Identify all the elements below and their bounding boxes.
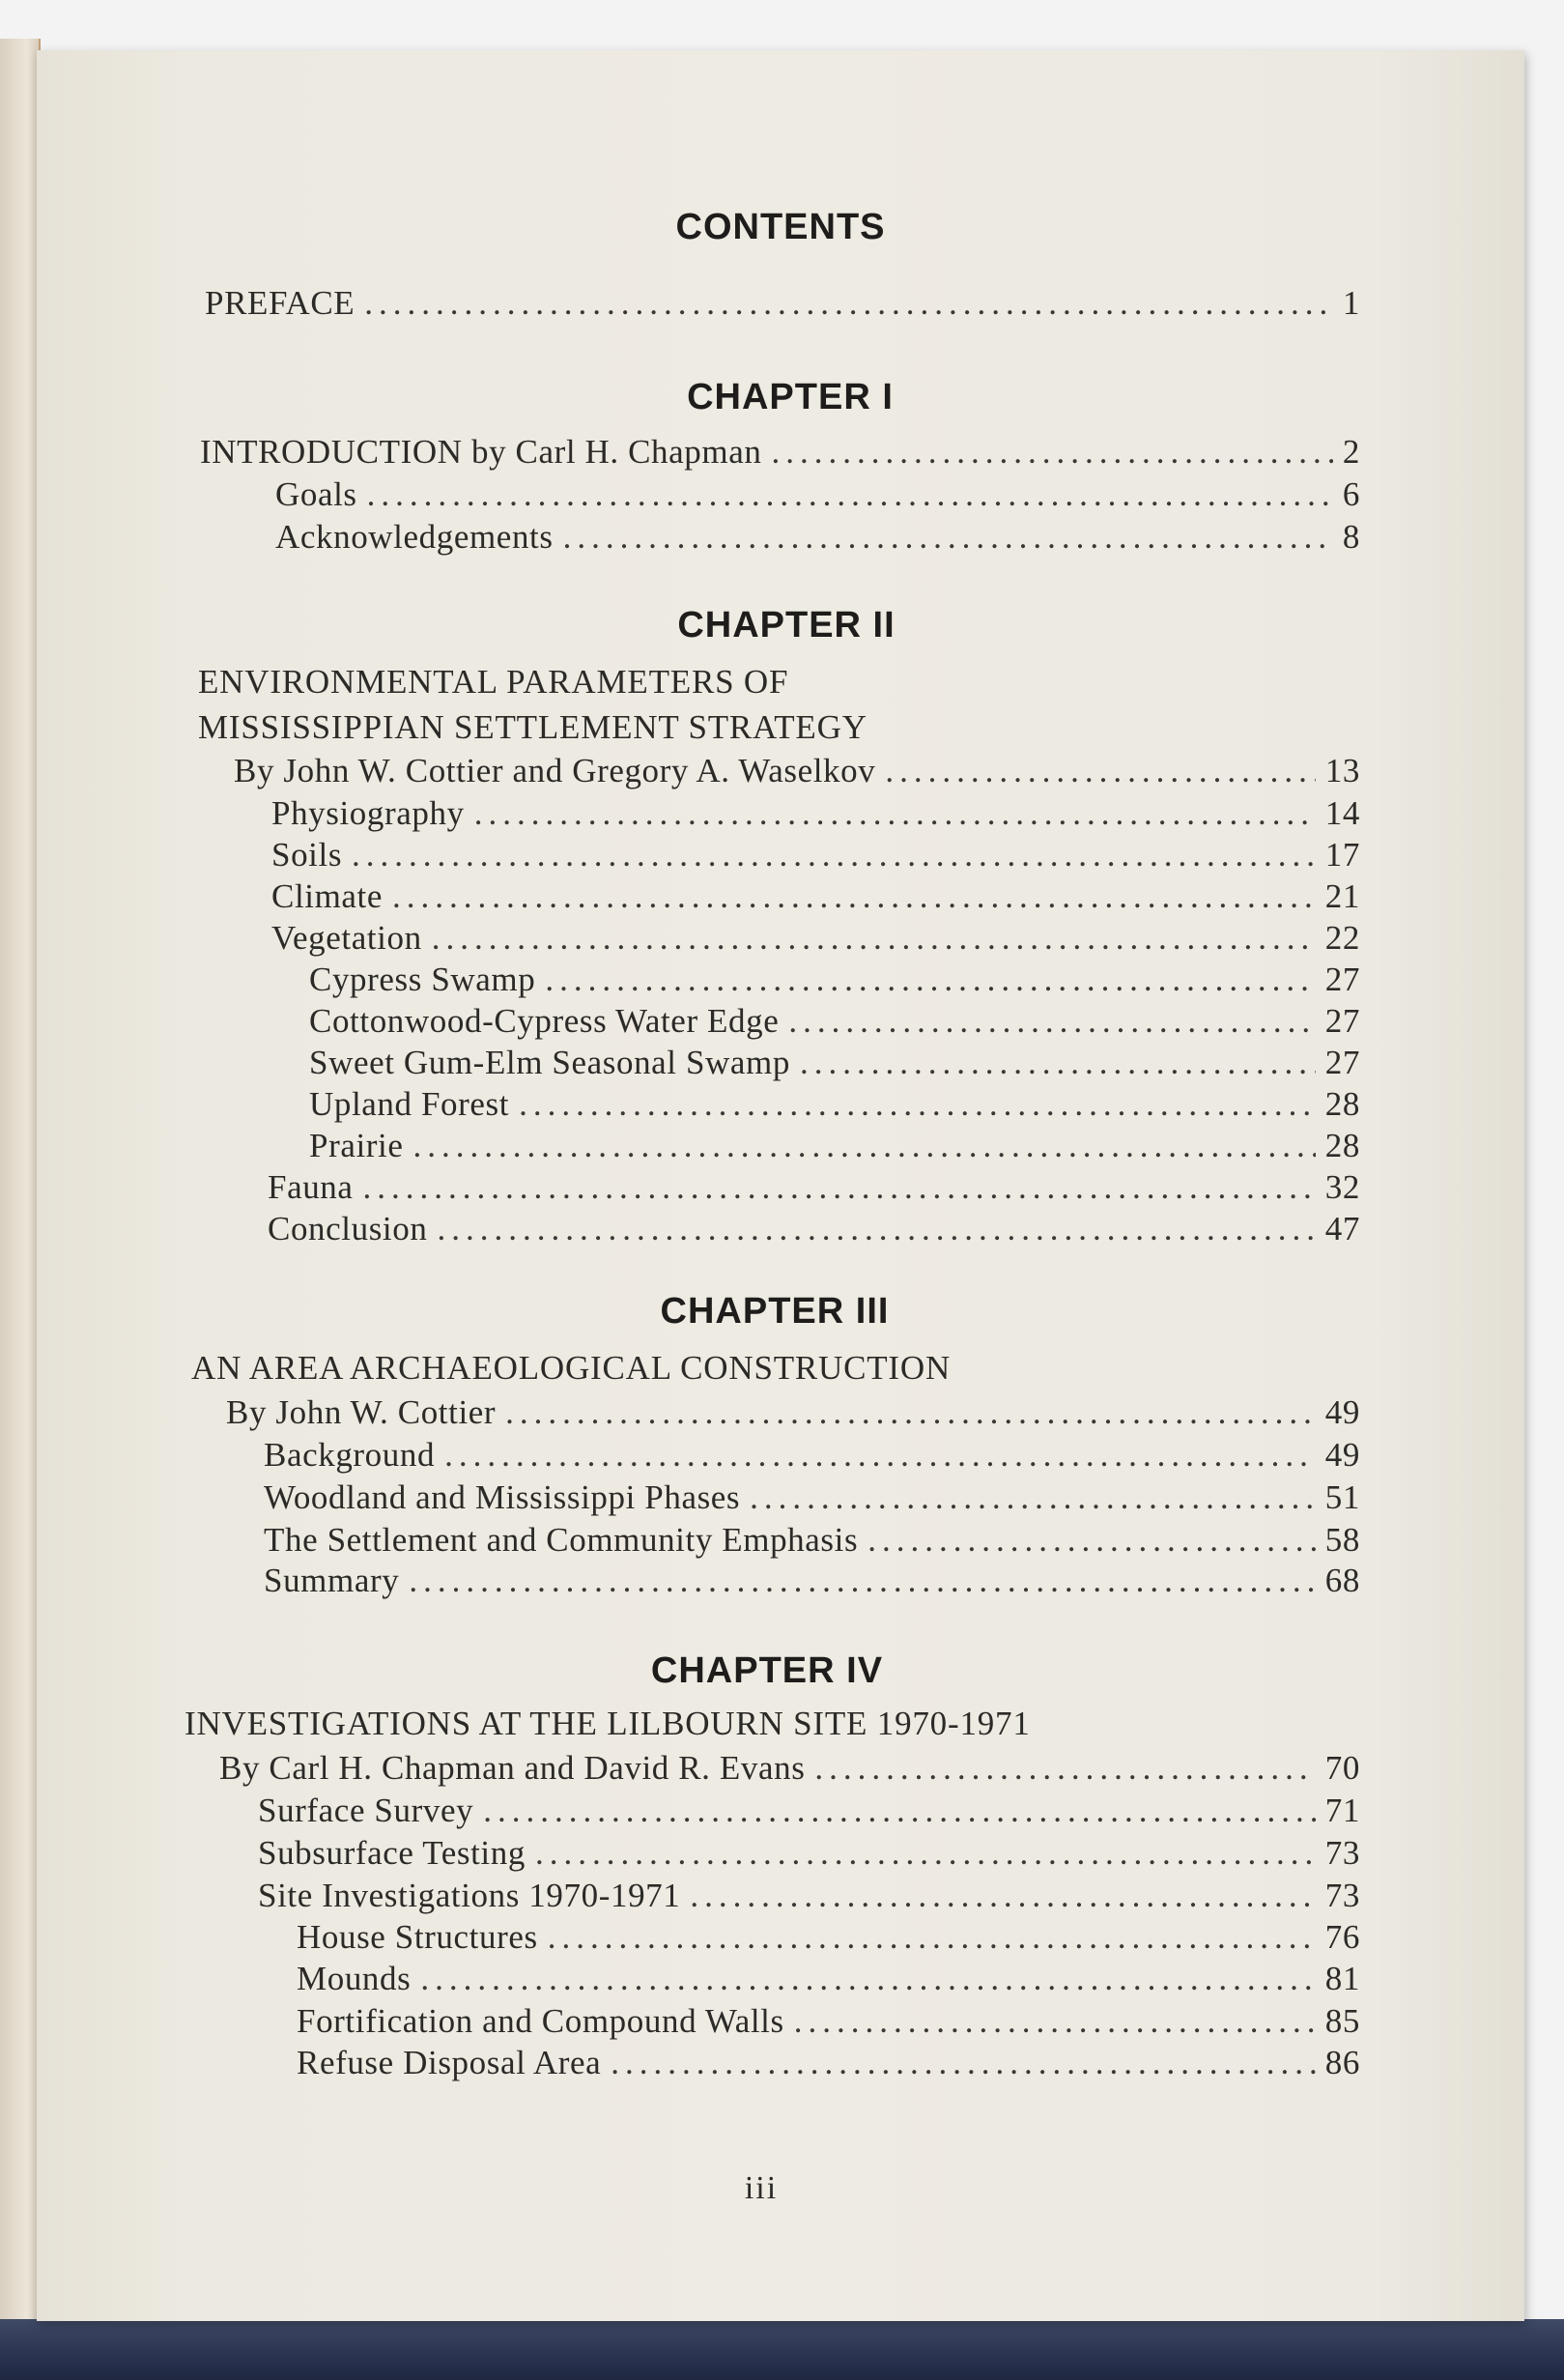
toc-entry-label: The Settlement and Community Emphasis [264, 1521, 859, 1559]
leader-dots [505, 1393, 1316, 1432]
toc-entry-label: Site Investigations 1970-1971 [258, 1877, 681, 1914]
chapter-title-line: INVESTIGATIONS AT THE LILBOURN SITE 1970-1971 [185, 1705, 1031, 1742]
chapter-heading: CHAPTER I [687, 377, 894, 417]
toc-entry-page: 28 [1324, 1127, 1360, 1164]
toc-entry [309, 961, 1360, 999]
toc-entry-page: 68 [1324, 1562, 1360, 1599]
leader-dots [409, 1562, 1315, 1600]
toc-entry-page: 58 [1324, 1521, 1360, 1559]
leader-dots [814, 1749, 1315, 1788]
toc-entry-label: INTRODUCTION by Carl H. Chapman [200, 433, 762, 471]
toc-entry [297, 1960, 1360, 1998]
chapter-title-line: AN AREA ARCHAEOLOGICAL CONSTRUCTION [191, 1349, 952, 1387]
toc-entry-label: Summary [264, 1562, 400, 1599]
leader-dots [363, 1168, 1316, 1207]
toc-entry-label: Goals [275, 475, 357, 513]
leader-dots [392, 877, 1316, 916]
leader-dots [794, 2002, 1316, 2041]
toc-entry [275, 475, 1360, 514]
toc-entry-page: 76 [1324, 1918, 1360, 1956]
toc-entry-label: Woodland and Mississippi Phases [264, 1478, 741, 1516]
toc-entry-label: Soils [271, 836, 343, 874]
toc-entry [258, 1877, 1360, 1915]
toc-entry-page: 27 [1324, 1044, 1360, 1081]
toc-entry-label: Subsurface Testing [258, 1834, 526, 1872]
leader-dots [474, 794, 1316, 833]
toc-entry-page: 2 [1342, 433, 1360, 471]
toc-entry-page: 85 [1324, 2002, 1360, 2040]
toc-entry [268, 1210, 1360, 1248]
toc-entry-page: 1 [1342, 284, 1360, 322]
toc-entry-page: 14 [1324, 794, 1360, 832]
leader-dots [437, 1210, 1315, 1248]
toc-entry-label: Acknowledgements [275, 518, 554, 556]
chapter-heading: CHAPTER III [660, 1291, 890, 1332]
toc-entry [268, 1168, 1360, 1207]
leader-dots [432, 919, 1316, 958]
toc-entry [219, 1749, 1360, 1788]
leader-dots [548, 1918, 1316, 1957]
leader-dots [885, 752, 1315, 790]
leader-dots [519, 1085, 1316, 1124]
toc-entry-label: Upland Forest [309, 1085, 510, 1123]
toc-entry-label: House Structures [297, 1918, 538, 1956]
toc-entry-label: Climate [271, 877, 384, 915]
chapter-heading: CHAPTER II [677, 605, 896, 645]
leader-dots [690, 1877, 1315, 1915]
toc-entry [234, 752, 1360, 790]
toc-entry [264, 1562, 1360, 1600]
leader-dots [611, 2044, 1316, 2082]
toc-entry-label: Physiography [271, 794, 465, 832]
toc-entry-page: 71 [1324, 1792, 1360, 1829]
toc-entry [264, 1521, 1360, 1560]
leader-dots [444, 1436, 1316, 1475]
toc-entry-page: 49 [1324, 1393, 1360, 1431]
background-surface [0, 2319, 1564, 2380]
toc-entry [309, 1044, 1360, 1082]
toc-entry-label: Cottonwood-Cypress Water Edge [309, 1002, 780, 1040]
toc-entry-page: 51 [1324, 1478, 1360, 1516]
leader-dots [788, 1002, 1315, 1041]
toc-entry [258, 1792, 1360, 1830]
toc-entry-label: Sweet Gum-Elm Seasonal Swamp [309, 1044, 790, 1081]
toc-entry-preface [205, 284, 1360, 323]
leader-dots [535, 1834, 1316, 1873]
page-number: iii [744, 2170, 779, 2206]
contents-heading: CONTENTS [675, 207, 886, 247]
toc-entry-page: 73 [1324, 1877, 1360, 1914]
chapter-title-line: ENVIRONMENTAL PARAMETERS OF [198, 663, 789, 701]
left-page-edge [0, 39, 41, 2338]
toc-entry-label: By John W. Cottier [226, 1393, 497, 1431]
leader-dots [563, 518, 1333, 557]
toc-entry-label: Background [264, 1436, 436, 1474]
toc-entry-label: PREFACE [205, 284, 355, 322]
toc-entry-page: 8 [1342, 518, 1360, 556]
leader-dots [867, 1521, 1316, 1560]
toc-entry [297, 1918, 1360, 1957]
toc-entry [297, 2002, 1360, 2041]
toc-entry-page: 27 [1324, 1002, 1360, 1040]
toc-entry-page: 81 [1324, 1960, 1360, 1997]
toc-entry-page: 27 [1324, 961, 1360, 998]
toc-entry [271, 919, 1360, 958]
toc-entry-page: 70 [1324, 1749, 1360, 1787]
toc-entry [264, 1478, 1360, 1517]
toc-entry-label: Prairie [309, 1127, 404, 1164]
toc-entry-page: 21 [1324, 877, 1360, 915]
toc-entry [258, 1834, 1360, 1873]
toc-entry-page: 13 [1324, 752, 1360, 789]
toc-entry [271, 877, 1360, 916]
toc-entry-label: Vegetation [271, 919, 422, 957]
toc-entry-label: Conclusion [268, 1210, 428, 1247]
toc-entry-label: By John W. Cottier and Gregory A. Waselkov [234, 752, 876, 789]
toc-entry [309, 1127, 1360, 1165]
toc-entry-label: Mounds [297, 1960, 412, 1997]
toc-entry [271, 836, 1360, 875]
toc-entry-label: Fortification and Compound Walls [297, 2002, 784, 2040]
leader-dots [367, 475, 1333, 514]
leader-dots [800, 1044, 1316, 1082]
toc-entry [200, 433, 1360, 472]
toc-entry [226, 1393, 1360, 1432]
toc-entry-page: 6 [1342, 475, 1360, 513]
leader-dots [483, 1792, 1316, 1830]
toc-entry-label: By Carl H. Chapman and David R. Evans [219, 1749, 806, 1787]
leader-dots [413, 1127, 1316, 1165]
leader-dots [352, 836, 1316, 875]
leader-dots [545, 961, 1315, 999]
toc-entry [309, 1085, 1360, 1124]
toc-entry-page: 73 [1324, 1834, 1360, 1872]
toc-entry-page: 47 [1324, 1210, 1360, 1247]
toc-entry-page: 49 [1324, 1436, 1360, 1474]
toc-entry-page: 86 [1324, 2044, 1360, 2081]
book-page [37, 50, 1524, 2321]
toc-entry-label: Fauna [268, 1168, 354, 1206]
toc-entry-page: 17 [1324, 836, 1360, 874]
chapter-heading: CHAPTER IV [650, 1650, 884, 1691]
toc-entry-label: Surface Survey [258, 1792, 474, 1829]
leader-dots [771, 433, 1332, 472]
toc-entry-page: 22 [1324, 919, 1360, 957]
leader-dots [364, 284, 1333, 323]
toc-entry-page: 28 [1324, 1085, 1360, 1123]
leader-dots [420, 1960, 1315, 1998]
leader-dots [750, 1478, 1316, 1517]
chapter-title-line: MISSISSIPPIAN SETTLEMENT STRATEGY [198, 708, 867, 746]
toc-entry [271, 794, 1360, 833]
toc-entry [297, 2044, 1360, 2082]
toc-entry [275, 518, 1360, 557]
toc-entry-label: Cypress Swamp [309, 961, 536, 998]
toc-entry [309, 1002, 1360, 1041]
toc-entry-page: 32 [1324, 1168, 1360, 1206]
toc-entry-label: Refuse Disposal Area [297, 2044, 602, 2081]
toc-entry [264, 1436, 1360, 1475]
